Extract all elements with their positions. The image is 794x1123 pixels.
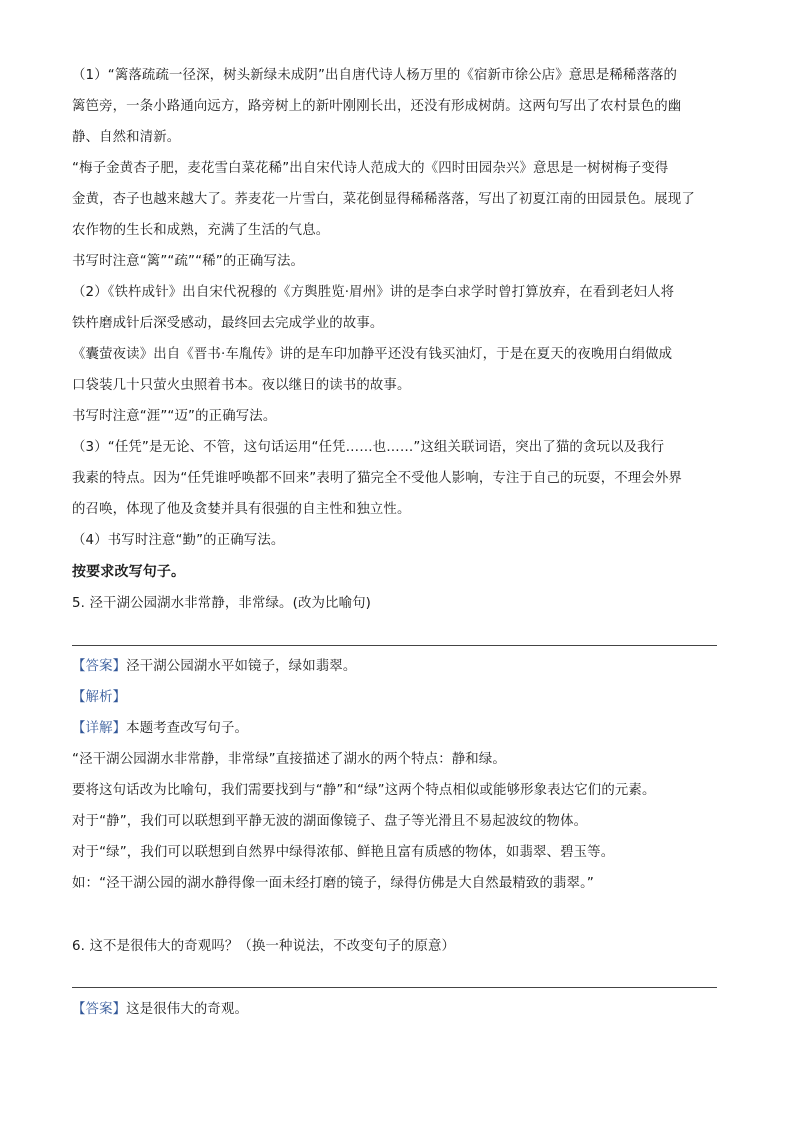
explanation-line: 书写时注意“涯”“迈”的正确写法。 [72, 409, 277, 424]
answer-tag: 【答案】 [72, 659, 127, 674]
explanation-line: 《囊萤夜读》出自《晋书·车胤传》讲的是车印加静平还没有钱买油灯，于是在夏天的夜晚用白绢做成 [72, 347, 673, 362]
explanation-line: （3）“任凭”是无论、不管，这句话运用“任凭……也……”这组关联词语，突出了猫的贪玩以及我行 [72, 440, 665, 455]
explanation-line: 书写时注意“篱”“疏”“稀”的正确写法。 [72, 254, 305, 269]
question-6: 6. 这不是很伟大的奇观吗？（换一种说法，不改变句子的原意） [72, 939, 456, 954]
explanation-line: 农作物的生长和成熟，充满了生活的气息。 [72, 223, 330, 238]
explanation-line: 篱笆旁，一条小路通向远方，路旁树上的新叶刚刚长出，还没有形成树荫。这两句写出了农村景色的幽 [72, 99, 682, 114]
analysis-tag-line [72, 688, 722, 708]
detail-line: 对于“绿”，我们可以联想到自然界中绿得浓郁、鲜艳且富有质感的物体，如翡翠、碧玉等。 [72, 845, 615, 860]
analysis-tag: 【解析】 [72, 690, 127, 705]
detail-line: 要将这句话改为比喻句，我们需要找到与“静”和“绿”这两个特点相似或能够形象表达它们的元素。 [72, 783, 656, 798]
detail-line: “泾干湖公园湖水非常静，非常绿”直接描述了湖水的两个特点：静和绿。 [72, 752, 506, 767]
answer-6 [72, 1000, 722, 1020]
answer-5 [72, 657, 722, 677]
question-5: 5. 泾干湖公园湖水非常静，非常绿。(改为比喻句) [72, 596, 372, 611]
explanation-line: 静、自然和清新。 [72, 130, 181, 145]
explanation-line: 铁杵磨成针后深受感动，最终回去完成学业的故事。 [72, 316, 384, 331]
detail-5 [72, 719, 722, 739]
answer-text: 泾干湖公园湖水平如镜子，绿如翡翠。 [126, 659, 357, 674]
answer-tag: 【答案】 [72, 1002, 127, 1017]
detail-tag: 【详解】 [72, 721, 127, 736]
answer-line-divider [72, 987, 717, 988]
explanation-line: （4）书写时注意“勤”的正确写法。 [72, 533, 285, 548]
explanation-line: “梅子金黄杏子肥，麦花雪白菜花稀”出自宋代诗人范成大的《四时田园杂兴》意思是一树树梅子变得 [72, 161, 669, 176]
detail-line: 如：“泾干湖公园的湖水静得像一面未经打磨的镜子，绿得仿佛是大自然最精致的翡翠。” [72, 876, 595, 891]
detail-line: 对于“静”，我们可以联想到平静无波的湖面像镜子、盘子等光滑且不易起波纹的物体。 [72, 814, 588, 829]
section-heading: 按要求改写句子。 [72, 564, 186, 580]
explanation-line: 我素的特点。因为“任凭谁呼唤都不回来”表明了猫完全不受他人影响，专注于自己的玩耍，不理会外界 [72, 471, 682, 486]
answer-text: 这是很伟大的奇观。 [126, 1002, 249, 1017]
answer-line-divider [72, 645, 717, 646]
detail-text: 本题考查改写句子。 [126, 721, 249, 736]
explanation-line: 的召唤，体现了他及贪婪并具有很强的自主性和独立性。 [72, 502, 411, 517]
explanation-line: （1）“篱落疏疏一径深，树头新绿未成阴”出自唐代诗人杨万里的《宿新市徐公店》意思是稀稀落落的 [72, 68, 678, 83]
explanation-line: 金黄，杏子也越来越大了。荞麦花一片雪白，菜花倒显得稀稀落落，写出了初夏江南的田园景色。展现了 [72, 192, 695, 207]
explanation-line: （2）《铁杵成针》出自宋代祝穆的《方舆胜览·眉州》讲的是李白求学时曾打算放弃，在看到老妇人将 [72, 285, 675, 300]
explanation-line: 口袋装几十只萤火虫照着书本。夜以继日的读书的故事。 [72, 378, 411, 393]
